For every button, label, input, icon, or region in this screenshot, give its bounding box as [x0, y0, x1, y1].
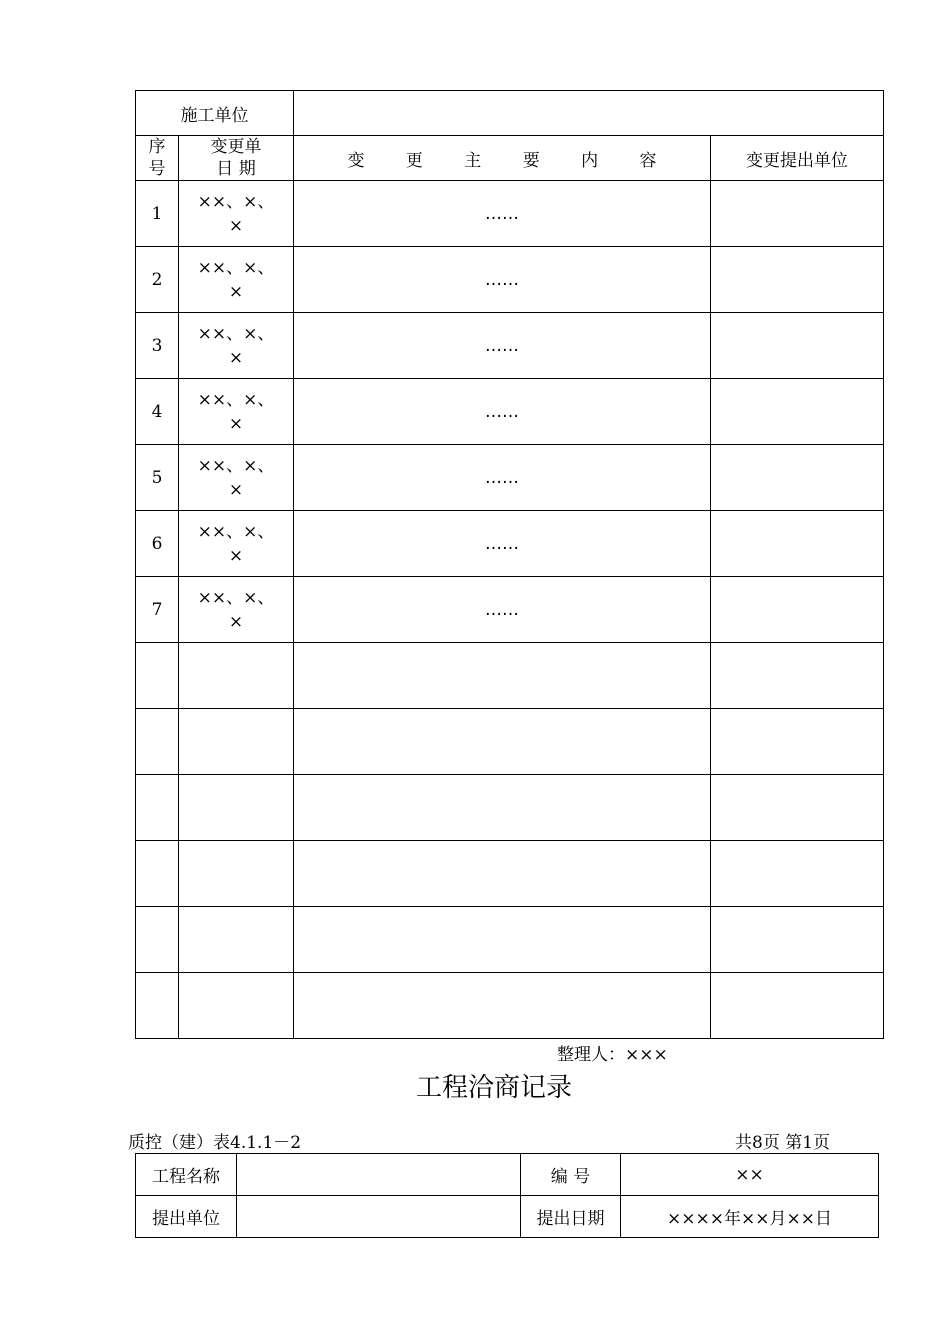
row-date-line1: ××、×、	[197, 389, 275, 410]
row-seq: 4	[136, 379, 179, 445]
empty-cell[interactable]	[136, 775, 179, 841]
organizer-signature: 整理人：×××	[557, 1045, 668, 1065]
table-row	[136, 379, 884, 445]
empty-cell[interactable]	[711, 643, 884, 709]
page-count: 共8页 第1页	[735, 1133, 831, 1153]
row-date	[179, 181, 294, 247]
date-label: 提出日期	[521, 1196, 621, 1238]
empty-cell[interactable]	[136, 709, 179, 775]
empty-cell[interactable]	[711, 973, 884, 1039]
empty-cell[interactable]	[179, 907, 294, 973]
change-list-table	[135, 90, 884, 1039]
proposer-value[interactable]	[237, 1196, 521, 1238]
row-content: ……	[294, 511, 711, 577]
date-value[interactable]: ××××年××月××日	[621, 1196, 879, 1238]
row-date-line2: ×	[228, 479, 244, 500]
empty-row	[136, 973, 884, 1039]
row-date-line1: ××、×、	[197, 257, 275, 278]
row-content: ……	[294, 247, 711, 313]
empty-cell[interactable]	[136, 973, 179, 1039]
row-date	[179, 511, 294, 577]
row-date-line2: ×	[228, 413, 244, 434]
row-content: ……	[294, 577, 711, 643]
construction-unit-row	[136, 91, 884, 136]
empty-cell[interactable]	[294, 907, 711, 973]
empty-cell[interactable]	[136, 841, 179, 907]
row-seq: 3	[136, 313, 179, 379]
empty-row	[136, 775, 884, 841]
table-row	[136, 577, 884, 643]
header-row	[136, 136, 884, 181]
project-name-label: 工程名称	[136, 1154, 237, 1196]
content-header: 变 更 主 要 内 容	[294, 136, 711, 181]
record-title: 工程洽商记录	[415, 1073, 572, 1103]
row-unit	[711, 445, 884, 511]
row-seq: 1	[136, 181, 179, 247]
empty-cell[interactable]	[294, 643, 711, 709]
row-date-line2: ×	[228, 611, 244, 632]
construction-unit-value[interactable]	[294, 91, 884, 136]
empty-cell[interactable]	[179, 643, 294, 709]
empty-row	[136, 709, 884, 775]
project-name-value[interactable]	[237, 1154, 521, 1196]
empty-cell[interactable]	[711, 709, 884, 775]
table-row	[136, 313, 884, 379]
row-date-line1: ××、×、	[197, 323, 275, 344]
seq-header-line2: 号	[148, 159, 166, 179]
empty-cell[interactable]	[711, 841, 884, 907]
row-unit	[711, 577, 884, 643]
empty-cell[interactable]	[179, 973, 294, 1039]
empty-cell[interactable]	[179, 841, 294, 907]
row-unit	[711, 511, 884, 577]
empty-row	[136, 841, 884, 907]
row-seq: 5	[136, 445, 179, 511]
empty-cell[interactable]	[294, 973, 711, 1039]
row-content: ……	[294, 379, 711, 445]
seq-header-line1: 序	[148, 137, 166, 157]
row-unit	[711, 313, 884, 379]
row-date	[179, 577, 294, 643]
empty-cell[interactable]	[136, 643, 179, 709]
row-date-line2: ×	[228, 347, 244, 368]
empty-row	[136, 643, 884, 709]
table-row	[136, 511, 884, 577]
empty-cell[interactable]	[294, 841, 711, 907]
row-content: ……	[294, 313, 711, 379]
row-date-line2: ×	[228, 545, 244, 566]
row-date	[179, 445, 294, 511]
row-date	[179, 379, 294, 445]
row-seq: 6	[136, 511, 179, 577]
number-label: 编 号	[521, 1154, 621, 1196]
row-date	[179, 313, 294, 379]
empty-cell[interactable]	[711, 907, 884, 973]
row-date-line1: ××、×、	[197, 587, 275, 608]
info-row-2	[136, 1196, 879, 1238]
date-header-line2: 日 期	[216, 159, 256, 179]
empty-cell[interactable]	[179, 775, 294, 841]
row-date-line2: ×	[228, 215, 244, 236]
construction-unit-label: 施工单位	[136, 91, 294, 136]
seq-header	[136, 136, 179, 181]
row-date-line1: ××、×、	[197, 521, 275, 542]
table-row	[136, 445, 884, 511]
empty-cell[interactable]	[179, 709, 294, 775]
proposer-header: 变更提出单位	[711, 136, 884, 181]
empty-cell[interactable]	[136, 907, 179, 973]
empty-cell[interactable]	[294, 709, 711, 775]
row-content: ……	[294, 445, 711, 511]
empty-cell[interactable]	[711, 775, 884, 841]
record-info-table	[135, 1153, 879, 1238]
proposer-label: 提出单位	[136, 1196, 237, 1238]
row-unit	[711, 181, 884, 247]
number-value[interactable]: ××	[621, 1154, 879, 1196]
date-header	[179, 136, 294, 181]
row-date	[179, 247, 294, 313]
empty-row	[136, 907, 884, 973]
row-unit	[711, 379, 884, 445]
table-row	[136, 181, 884, 247]
row-date-line1: ××、×、	[197, 455, 275, 476]
empty-cell[interactable]	[294, 775, 711, 841]
row-date-line2: ×	[228, 281, 244, 302]
form-code: 质控（建）表4.1.1－2	[128, 1133, 302, 1153]
info-row-1	[136, 1154, 879, 1196]
row-seq: 2	[136, 247, 179, 313]
row-content: ……	[294, 181, 711, 247]
row-seq: 7	[136, 577, 179, 643]
table-row	[136, 247, 884, 313]
date-header-line1: 变更单	[210, 137, 262, 157]
row-unit	[711, 247, 884, 313]
row-date-line1: ××、×、	[197, 191, 275, 212]
